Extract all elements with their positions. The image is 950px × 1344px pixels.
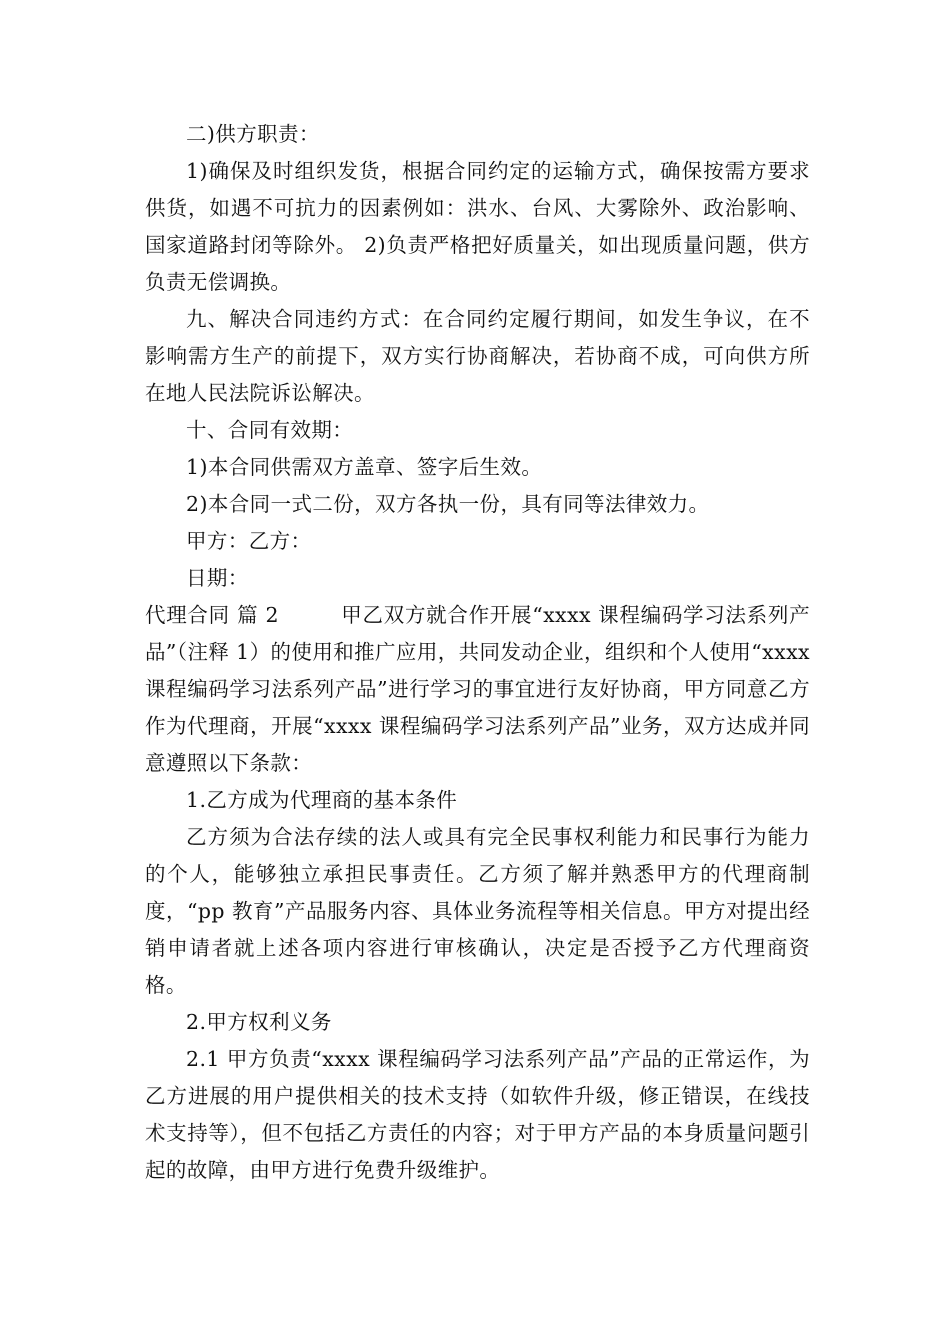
paragraph-validity-1: 1)本合同供需双方盖章、签字后生效。 [186, 455, 543, 479]
paragraph-supplier-duties: 1)确保及时组织发货，根据合同约定的运输方式，确保按需方要求供货，如遇不可抗力的因素例如：洪水、台风、大雾除外、政治影响、国家道路封闭等除外。 2)负责严格把好质量关，如出现质量问题，供方负责无偿调换。 [145, 159, 810, 294]
section-2-intro-paragraph [145, 597, 810, 782]
paragraph-supplier-duties-heading: 二)供方职责： [186, 122, 320, 146]
clause-1-heading: 1.乙方成为代理商的基本条件 [186, 788, 458, 812]
section-2-intro: 甲乙双方就合作开展“xxxx 课程编码学习法系列产品”（注释 1）的使用和推广应用，共同发动企业，组织和个人使用“xxxx 课程编码学习法系列产品”进行学习的事宜进行友好协商，甲方同意乙方作为代理商，开展“xxxx 课程编码学习法系列产品”业务，双方达成并同意遵照以下条款： [145, 603, 810, 775]
clause-2-heading: 2.甲方权利义务 [186, 1010, 332, 1034]
paragraph-validity-2: 2)本合同一式二份，双方各执一份，具有同等法律效力。 [186, 492, 710, 516]
paragraph-validity-heading: 十、合同有效期： [186, 418, 354, 442]
document-body [145, 116, 810, 1189]
paragraph-date: 日期： [186, 566, 249, 590]
section-2-heading: 代理合同 篇 2 [145, 603, 279, 627]
clause-1-body: 乙方须为合法存续的法人或具有完全民事权利能力和民事行为能力的个人，能够独立承担民事责任。乙方须了解并熟悉甲方的代理商制度，“pp 教育”产品服务内容、具体业务流程等相关信息。甲方对提出经销申请者就上述各项内容进行审核确认，决定是否授予乙方代理商资格。 [145, 825, 810, 997]
paragraph-dispute-resolution: 九、解决合同违约方式：在合同约定履行期间，如发生争议，在不影响需方生产的前提下，双方实行协商解决，若协商不成，可向供方所在地人民法院诉讼解决。 [145, 307, 810, 405]
clause-2-1-body: 2.1 甲方负责“xxxx 课程编码学习法系列产品”产品的正常运作，为乙方进展的用户提供相关的技术支持（如软件升级，修正错误，在线技术支持等），但不包括乙方责任的内容；对于甲方产品的本身质量问题引起的故障，由甲方进行免费升级维护。 [145, 1047, 810, 1182]
paragraph-parties: 甲方：乙方： [186, 529, 312, 553]
